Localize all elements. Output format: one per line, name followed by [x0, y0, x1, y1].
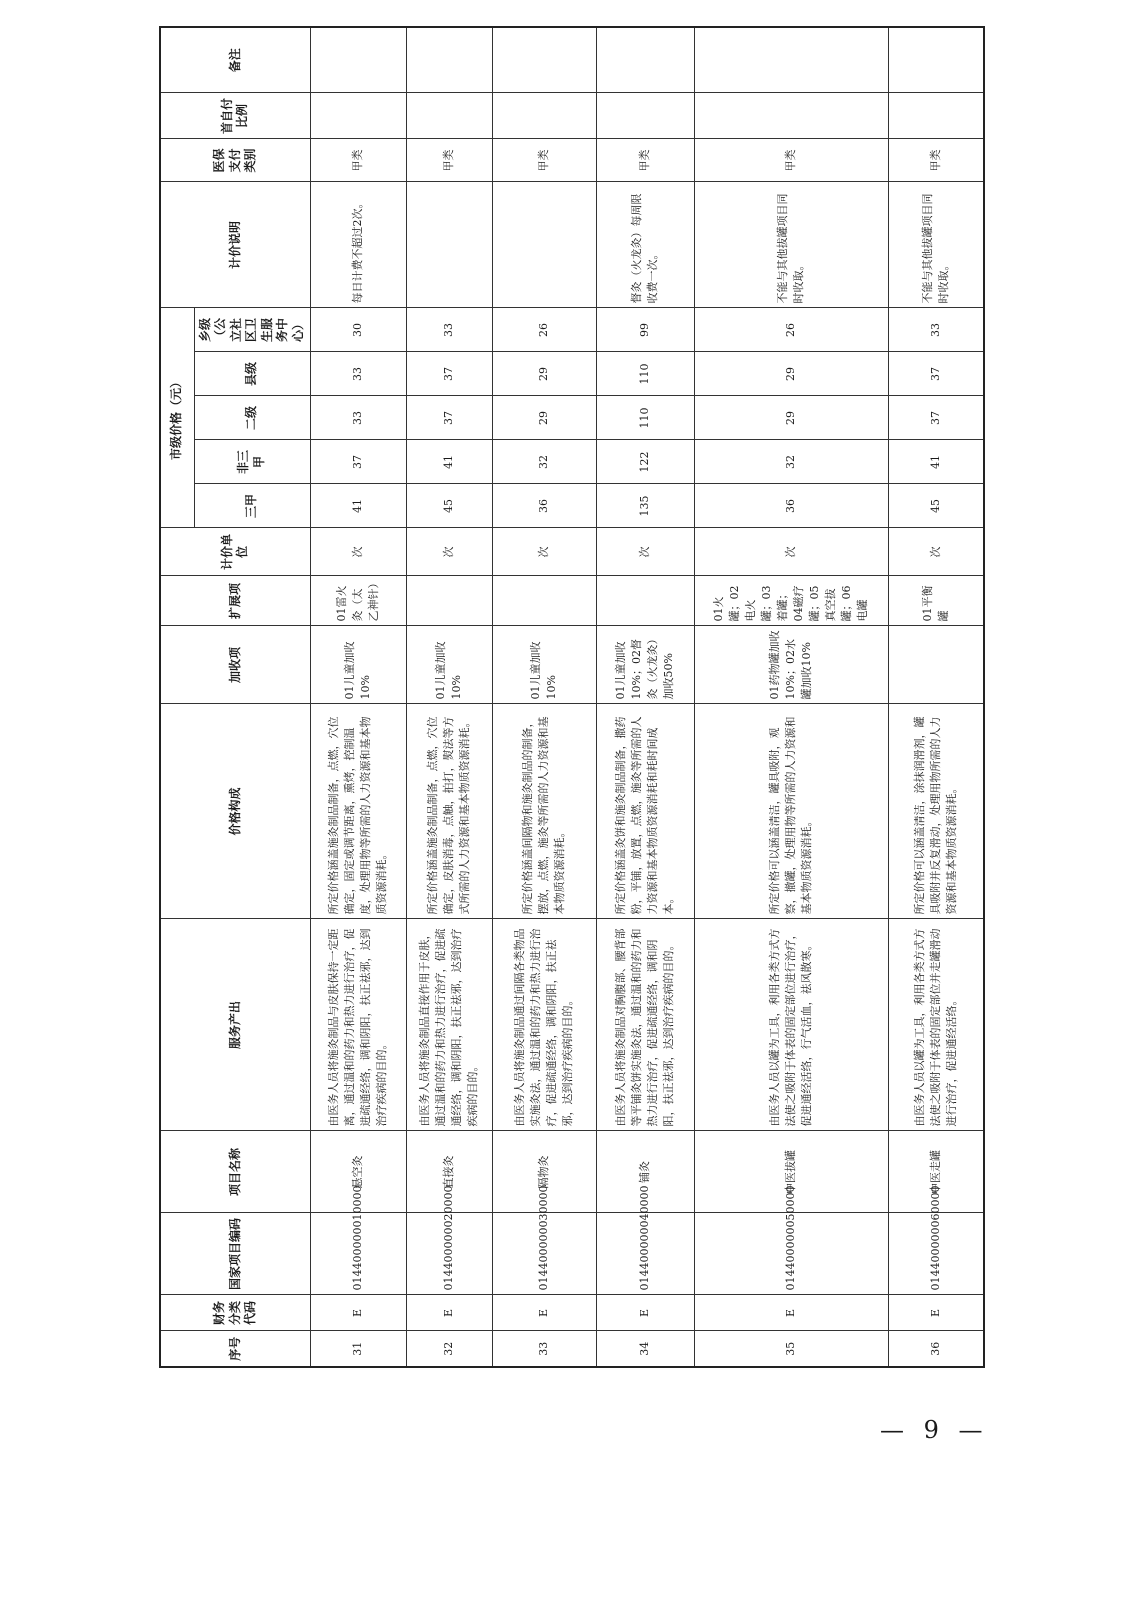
cell-note: 不能与其他拔罐项目同时收取。 — [888, 182, 984, 308]
cell-remark — [888, 27, 984, 93]
cell-unit: 次 — [694, 528, 888, 576]
header-grade-xiangji: 乡级（公立社区卫生服务中心） — [194, 308, 310, 352]
cell-p2: 32 — [694, 440, 888, 484]
cell-code: 014400000010000 — [310, 1213, 406, 1295]
cell-composition: 所定价格可以涵盖清洁，罐具吸附，观察，撤罐，处理用物等所需的人力资源和基本物质资源消耗。 — [694, 704, 888, 919]
table-body — [310, 27, 984, 1367]
cell-p1: 135 — [596, 484, 694, 528]
cell-name: 直接灸 — [406, 1131, 492, 1213]
cell-extension: 01平衡罐 — [888, 576, 984, 626]
cell-self_pay — [694, 93, 888, 139]
header-name: 项目名称 — [160, 1131, 310, 1213]
cell-fin: E — [492, 1295, 596, 1331]
cell-p5: 26 — [694, 308, 888, 352]
header-surcharge: 加收项 — [160, 626, 310, 704]
header-fin-code: 财务分类代码 — [160, 1295, 310, 1331]
cell-extension — [492, 576, 596, 626]
rotated-table-wrapper — [159, 48, 959, 1368]
header-nat-code: 国家项目编码 — [160, 1213, 310, 1295]
cell-note: 督灸（火龙灸）每周限收费一次。 — [596, 182, 694, 308]
cell-self_pay — [406, 93, 492, 139]
cell-remark — [596, 27, 694, 93]
cell-unit: 次 — [888, 528, 984, 576]
cell-fin: E — [310, 1295, 406, 1331]
cell-self_pay — [596, 93, 694, 139]
cell-surcharge — [888, 626, 984, 704]
cell-p1: 36 — [694, 484, 888, 528]
cell-composition: 所定价格涵盖灸饼和施灸制品制备，撒药粉，平铺，放置，点燃，施灸等所需的人力资源和基本物质资源消耗和耗时间成本。 — [596, 704, 694, 919]
cell-seq: 34 — [596, 1331, 694, 1367]
cell-fin: E — [406, 1295, 492, 1331]
cell-seq: 31 — [310, 1331, 406, 1367]
cell-seq: 33 — [492, 1331, 596, 1367]
header-city-price: 市级价格（元） — [160, 308, 194, 528]
cell-p1: 45 — [406, 484, 492, 528]
cell-p4: 29 — [492, 352, 596, 396]
cell-p4: 37 — [406, 352, 492, 396]
header-composition: 价格构成 — [160, 704, 310, 919]
cell-note: 每日计费不超过2次。 — [310, 182, 406, 308]
header-seq: 序号 — [160, 1331, 310, 1367]
price-table — [159, 26, 985, 1368]
table-row — [596, 27, 694, 1367]
cell-remark — [492, 27, 596, 93]
cell-name: 悬空灸 — [310, 1131, 406, 1213]
cell-extension: 01火罐；02电火罐；03着罐；04磁疗罐；05真空拔罐；06电罐 — [694, 576, 888, 626]
cell-unit: 次 — [596, 528, 694, 576]
cell-composition: 所定价格涵盖间隔物和施灸制品的制备，摆放，点燃，施灸等所需的人力资源和基本物质资源消耗。 — [492, 704, 596, 919]
cell-p5: 33 — [888, 308, 984, 352]
cell-p5: 26 — [492, 308, 596, 352]
cell-extension — [596, 576, 694, 626]
cell-p5: 99 — [596, 308, 694, 352]
table-row — [888, 27, 984, 1367]
cell-extension — [406, 576, 492, 626]
cell-p1: 36 — [492, 484, 596, 528]
cell-p1: 41 — [310, 484, 406, 528]
cell-seq: 32 — [406, 1331, 492, 1367]
cell-remark — [694, 27, 888, 93]
table-row — [492, 27, 596, 1367]
header-grade-erji: 二级 — [194, 396, 310, 440]
cell-self_pay — [492, 93, 596, 139]
header-extension: 扩展项 — [160, 576, 310, 626]
cell-p2: 122 — [596, 440, 694, 484]
cell-code: 014400000040000 — [596, 1213, 694, 1295]
cell-surcharge: 01儿童加收10% — [310, 626, 406, 704]
cell-p2: 37 — [310, 440, 406, 484]
cell-extension: 01雷火灸（太乙神针） — [310, 576, 406, 626]
cell-insurance: 甲类 — [694, 139, 888, 182]
cell-unit: 次 — [406, 528, 492, 576]
cell-service: 由医务人员将施灸制品直接作用于皮肤，通过温和的药力和热力进行治疗，促进疏通经络，调和阴阳，扶正祛邪，达到治疗疾病的目的。 — [406, 919, 492, 1131]
header-unit: 计价单位 — [160, 528, 310, 576]
header-remark: 备注 — [160, 27, 310, 93]
cell-service: 由医务人员以罐为工具，利用各类方式方法使之吸附于体表的固定部位进行治疗，促进通经活络，行气活血，祛风散寒。 — [694, 919, 888, 1131]
header-insurance: 医保支付类别 — [160, 139, 310, 182]
cell-p3: 37 — [406, 396, 492, 440]
cell-note: 不能与其他拔罐项目同时收取。 — [694, 182, 888, 308]
cell-p4: 29 — [694, 352, 888, 396]
cell-insurance: 甲类 — [596, 139, 694, 182]
cell-composition: 所定价格涵盖施灸制品制备，点燃，穴位确定，固定或调节距离，熏烤，控制温度，处理用物等所需的人力资源和基本物质资源消耗。 — [310, 704, 406, 919]
table-row — [694, 27, 888, 1367]
cell-p5: 30 — [310, 308, 406, 352]
cell-remark — [406, 27, 492, 93]
header-grade-feisanjia: 非三甲 — [194, 440, 310, 484]
cell-p4: 33 — [310, 352, 406, 396]
cell-service: 由医务人员将施灸制品对胸腹部、腰背部等平铺灸饼实施灸法，通过温和的药力和热力进行治疗，促进疏通经络，调和阴阳，扶正祛邪，达到治疗疾病的目的。 — [596, 919, 694, 1131]
cell-p3: 37 — [888, 396, 984, 440]
cell-code: 014400000030000 — [492, 1213, 596, 1295]
cell-p2: 32 — [492, 440, 596, 484]
cell-seq: 36 — [888, 1331, 984, 1367]
cell-surcharge: 01药物罐加收10%；02水罐加收10% — [694, 626, 888, 704]
table-row — [310, 27, 406, 1367]
cell-p3: 29 — [492, 396, 596, 440]
header-grade-sanjia: 三甲 — [194, 484, 310, 528]
cell-p3: 33 — [310, 396, 406, 440]
cell-remark — [310, 27, 406, 93]
cell-insurance: 甲类 — [492, 139, 596, 182]
cell-code: 014400000050000 — [694, 1213, 888, 1295]
cell-self_pay — [310, 93, 406, 139]
cell-p3: 29 — [694, 396, 888, 440]
cell-note — [406, 182, 492, 308]
cell-p4: 110 — [596, 352, 694, 396]
table-row — [406, 27, 492, 1367]
header-grade-xianji: 县级 — [194, 352, 310, 396]
page-number: — 9 — — [880, 1416, 989, 1444]
cell-fin: E — [596, 1295, 694, 1331]
cell-p2: 41 — [888, 440, 984, 484]
cell-insurance: 甲类 — [888, 139, 984, 182]
cell-note — [492, 182, 596, 308]
cell-fin: E — [694, 1295, 888, 1331]
cell-unit: 次 — [310, 528, 406, 576]
cell-composition: 所定价格可以涵盖清洁，涂抹润滑剂，罐具吸附并反复滑动，处理用物所需的人力资源和基本物质资源消耗。 — [888, 704, 984, 919]
cell-insurance: 甲类 — [310, 139, 406, 182]
cell-name: 铺灸 — [596, 1131, 694, 1213]
cell-name: 中医拔罐 — [694, 1131, 888, 1213]
cell-fin: E — [888, 1295, 984, 1331]
header-pricing-note: 计价说明 — [160, 182, 310, 308]
header-self-pay: 首自付比例 — [160, 93, 310, 139]
cell-seq: 35 — [694, 1331, 888, 1367]
cell-p3: 110 — [596, 396, 694, 440]
cell-name: 中医走罐 — [888, 1131, 984, 1213]
cell-surcharge: 01儿童加收10% — [406, 626, 492, 704]
cell-p5: 33 — [406, 308, 492, 352]
cell-service: 由医务人员将施灸制品通过间隔各类物品实施灸法，通过温和的药力和热力进行治疗，促进疏通经络，调和阴阳，扶正祛邪，达到治疗疾病的目的。 — [492, 919, 596, 1131]
cell-unit: 次 — [492, 528, 596, 576]
cell-surcharge: 01儿童加收10% — [492, 626, 596, 704]
cell-p4: 37 — [888, 352, 984, 396]
cell-p1: 45 — [888, 484, 984, 528]
cell-name: 隔物灸 — [492, 1131, 596, 1213]
cell-p2: 41 — [406, 440, 492, 484]
header-service: 服务产出 — [160, 919, 310, 1131]
cell-code: 014400000020000 — [406, 1213, 492, 1295]
cell-service: 由医务人员以罐为工具，利用各类方式方法使之吸附于体表的固定部位并走罐滑动进行治疗，促进通经活络。 — [888, 919, 984, 1131]
cell-composition: 所定价格涵盖施灸制品制备，点燃，穴位确定，皮肤消毒，点触，拍打，熨法等方式所需的人力资源和基本物质资源消耗。 — [406, 704, 492, 919]
cell-surcharge: 01儿童加收10%；02督灸（火龙灸）加收50% — [596, 626, 694, 704]
cell-insurance: 甲类 — [406, 139, 492, 182]
cell-self_pay — [888, 93, 984, 139]
cell-service: 由医务人员将施灸制品与皮肤保持一定距离，通过温和的药力和热力进行治疗，促进疏通经络，调和阴阳，扶正祛邪，达到治疗疾病的目的。 — [310, 919, 406, 1131]
cell-code: 014400000060000 — [888, 1213, 984, 1295]
